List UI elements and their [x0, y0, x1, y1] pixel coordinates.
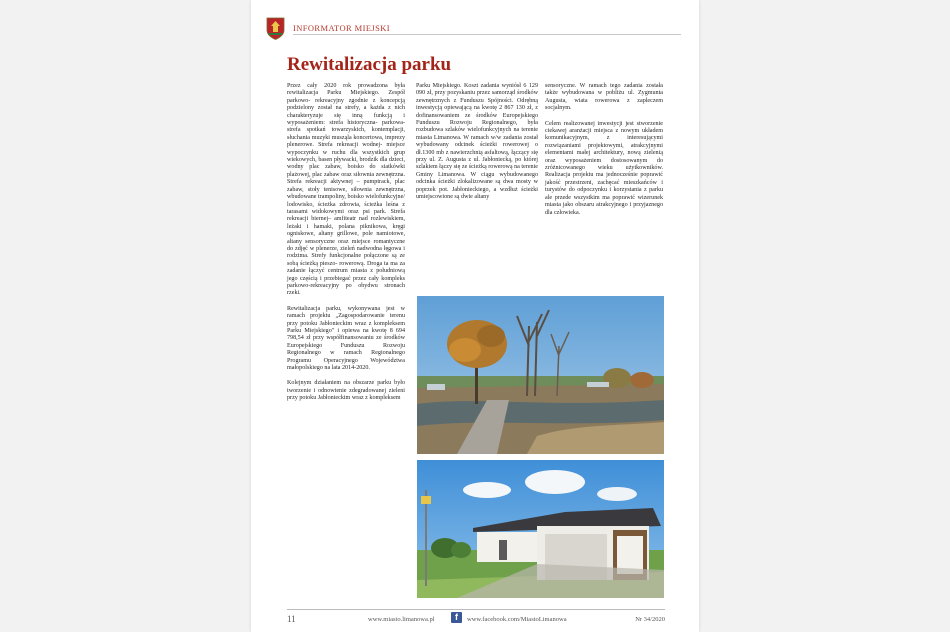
- article-title: Rewitalizacja parku: [287, 54, 452, 75]
- page-number: 11: [287, 614, 296, 624]
- paragraph: Rewitalizacja parku, wykonywana jest w ramach projektu „Zagospodarowanie terenu przy potoku Jabłonieckim wraz z kompleksem Parku Miejskiego" i opiewa na kwotę 8 694 798,54 zł przy współfinansowaniu ze środków Europejskiego Funduszu Rozwoju Regionalnego w ramach Regionalnego Programu Operacyjnego Województwa małopolskiego na lata 2014-2020.: [287, 305, 405, 372]
- facebook-icon: f: [451, 612, 462, 623]
- paragraph: Przez cały 2020 rok prowadzona była rewitalizacja Parku Miejskiego. Zespół parkowo- rekreacyjny zgodnie z koncepcją podzielony został na strefy, a każda z nich charakteryzuje się inną funkcją i wyposażeniem: strefa historyczna- parkowa- strefa spotkań towarzyskich, kontemplacji, słuchania muzyki musząla koncertowa, imprezy plenerowe. Strefa rekreacji wodnej- miejsce wypoczynku w ruchu dla wszystkich grup wiekowych, basen pływacki, brodzik dla dzieci, wodny plac zabaw, boisko do siatkówki plażowej, plac zabaw oraz siłownia zewnętrzna. Strefa rekreacji aktywnej – pumptrack, plac zabaw, stoły tenisowe, siłownia zewnętrzna, wbudowane trampoliny, boisko wielofunkcyjne/ lodowisko, ścieżka zdrowia, ścieżka leśna z tarasami widokowymi oraz psi park. Strefa rekreacji biernej– amfiteatr nad rozlewiskiem, leżaki i hamaki, polana piknikowa, kręgi ogniskowe, altany grillowe, pole namiotowe, altany sensoryczne oraz miejsce romantyczne do zdjęć w plenerze, zieleń nadwodna łęgowa i rodzima. Strefy funkcjonalne połączone są ze sobą ścieżką pieszo- rowerową. Droga ta ma za zadanie łączyć centrum miasta z południową jego częścią i przebiegać przez cały kompleks parkowo-rekreacyjny po obydwu stronach rzeki.: [287, 83, 405, 297]
- issue-number: Nr 34/2020: [635, 616, 665, 623]
- article-column-1: [287, 83, 405, 403]
- park-photo: [417, 296, 664, 454]
- paragraph: Parku Miejskiego. Koszt zadania wyniósł 6 129 090 zł, przy pozyskaniu przez samorząd środków zewnętrznych z Funduszu Spójności. Odrębną inwestycją opiewającą na kwotę 2 867 130 zł, z dofinansowaniem ze środków Europejskiego Funduszu Rozwoju Regionalnego, była rozbudowa szlaków wielofunkcyjnych na terenie miasta Limanowa. W ramach w/w zadania został wybudowany odcinek ścieżki rowerowej o dł.1300 mb z nawierzchnią asfaltową, łączący się przy ul. Z. Augusta z ul. Jabłoniecką, po której szlakiem łączy się ze ścieżką rowerową na terenie Gminy Limanowa. W ciągu wybudowanego odcinka ścieżki zlokalizowane są dwa mosty w poprzek pot. Jabłonieckiego, a wzdłuż ścieżki umiejscowione są dwie altany: [416, 83, 538, 201]
- facebook-link: www.facebook.com/MiastoLimanowa: [467, 616, 567, 623]
- paragraph: Kolejnym działaniem na obszarze parku było tworzenie i odnowienie zdegradowanej zieleni przy potoku Jabłonieckim wraz z kompleksem: [287, 380, 405, 402]
- bicycle-shelter-photo: [417, 460, 664, 598]
- website-link: www.miasto.limanowa.pl: [368, 616, 435, 623]
- article-column-2: [416, 83, 538, 202]
- city-crest-icon: [266, 17, 285, 40]
- paragraph: sensoryczne. W ramach tego zadania została także wybudowana w pobliżu ul. Zygmunta Augusta, wiata rowerowa z zapleczem socjalnym.: [545, 83, 663, 112]
- publication-header: INFORMATOR MIEJSKI: [293, 23, 391, 33]
- paragraph: Celem realizowanej inwestycji jest stworzenie ciekawej aranżacji miejsca z nowym układem komunikacyjnym, z interesującymi rozwiązaniami projektowymi, atrakcyjnymi elementami małej architektury, nową zielenią oraz wyposażeniem dostosowanym do zróżnicowanego wieku użytkowników. Realizacja projektu ma jednocześnie poprawić jakość przestrzeni, zachęcać mieszkańców i turystów do odpoczynku i korzystania z parku ale przede wszystkim ma poprawić wizerunek miasta jako obszaru atrakcyjnego i przyjaznego dla człowieka.: [545, 120, 663, 216]
- header-divider: [293, 34, 681, 35]
- magazine-page: [251, 0, 699, 632]
- footer-divider: [287, 609, 665, 610]
- article-column-3: [545, 83, 663, 217]
